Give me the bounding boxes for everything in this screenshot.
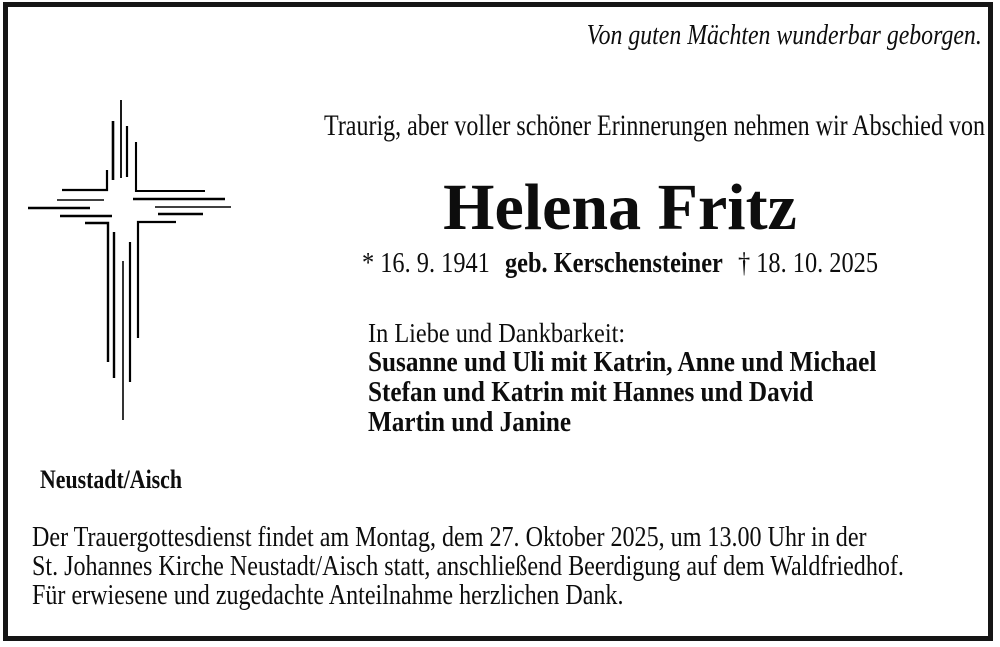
- funeral-notice-line: Der Trauergottesdienst findet am Montag, dem 27. Oktober 2025, um 13.00 Uhr in der: [32, 521, 867, 553]
- deceased-name: Helena Fritz: [443, 171, 797, 244]
- mourner-line: Susanne und Uli mit Katrin, Anne und Michael: [368, 347, 877, 378]
- funeral-notice: [32, 523, 1000, 610]
- family-block: [368, 318, 933, 438]
- mourner-line: Martin und Janine: [368, 407, 572, 438]
- motto-text: Von guten Mächten wunderbar geborgen.: [586, 20, 982, 51]
- dedication-text: In Liebe und Dankbarkeit:: [368, 318, 626, 348]
- birth-date: * 16. 9. 1941: [361, 247, 490, 279]
- maiden-name: geb. Kerschensteiner: [504, 247, 723, 279]
- death-date: † 18. 10. 2025: [737, 247, 879, 279]
- funeral-notice-line: St. Johannes Kirche Neustadt/Aisch statt, anschließend Beerdigung auf dem Waldfriedhof.: [32, 550, 904, 582]
- life-dates-line: [309, 246, 931, 280]
- funeral-notice-line: Für erwiesene und zugedachte Anteilnahme herzlichen Dank.: [32, 579, 624, 611]
- mourner-line: Stefan und Katrin mit Hannes und David: [368, 377, 814, 408]
- intro-text: Traurig, aber voller schöner Erinnerungen nehmen wir Abschied von: [324, 109, 985, 142]
- city-label: Neustadt/Aisch: [40, 465, 182, 494]
- cross-icon: [20, 92, 245, 432]
